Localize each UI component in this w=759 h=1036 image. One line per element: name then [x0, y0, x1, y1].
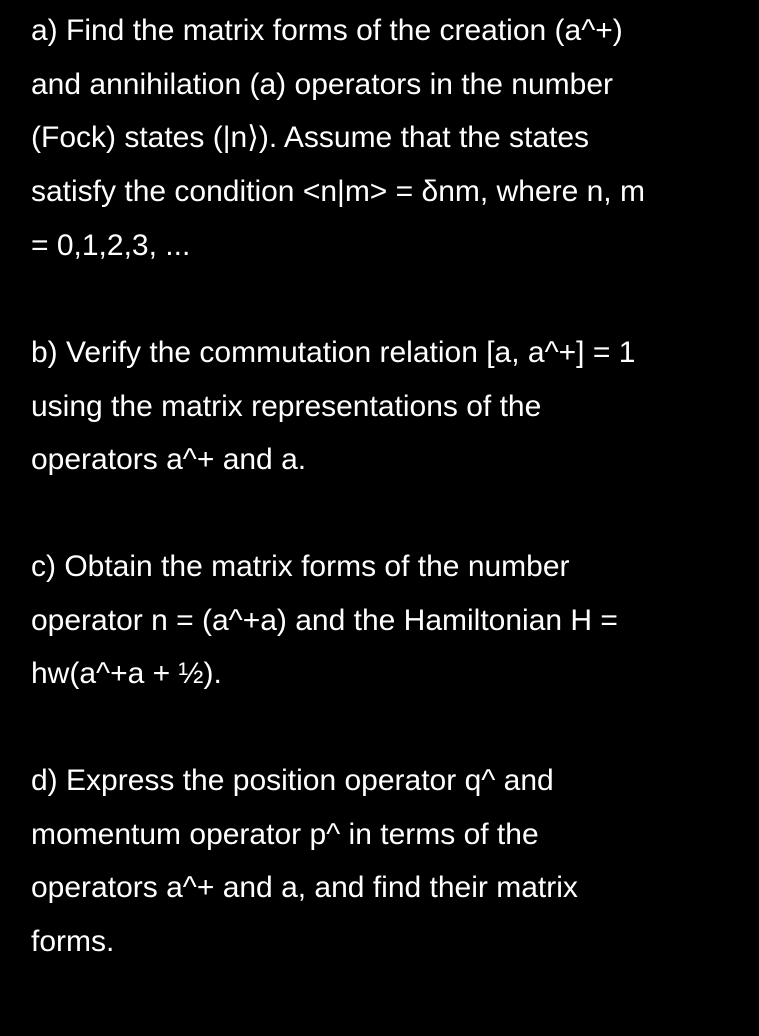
question-d-line: operators a^+ and a, and find their matrix: [31, 871, 578, 904]
question-b-line: using the matrix representations of the: [31, 390, 542, 423]
question-b-line: operators a^+ and a.: [31, 443, 307, 476]
question-d-line: forms.: [31, 925, 115, 958]
question-a-line: satisfy the condition <n|m> = δnm, where n, m: [31, 175, 645, 208]
question-a-line: and annihilation (a) operators in the number: [31, 68, 614, 101]
question-d-line: d) Express the position operator q^ and: [31, 764, 554, 797]
question-d-line: momentum operator p^ in terms of the: [31, 818, 539, 851]
question-a-line: (Fock) states (|n⟩). Assume that the states: [31, 121, 590, 154]
question-c-line: c) Obtain the matrix forms of the number: [31, 550, 570, 583]
question-c-line: operator n = (a^+a) and the Hamiltonian H =: [31, 604, 618, 637]
question-c-line: hw(a^+a + ½).: [31, 657, 222, 690]
question-a-line: = 0,1,2,3, ...: [31, 229, 191, 262]
question-b-line: b) Verify the commutation relation [a, a^+] = 1: [31, 336, 636, 369]
question-a-line: a) Find the matrix forms of the creation (a^+): [31, 14, 623, 47]
